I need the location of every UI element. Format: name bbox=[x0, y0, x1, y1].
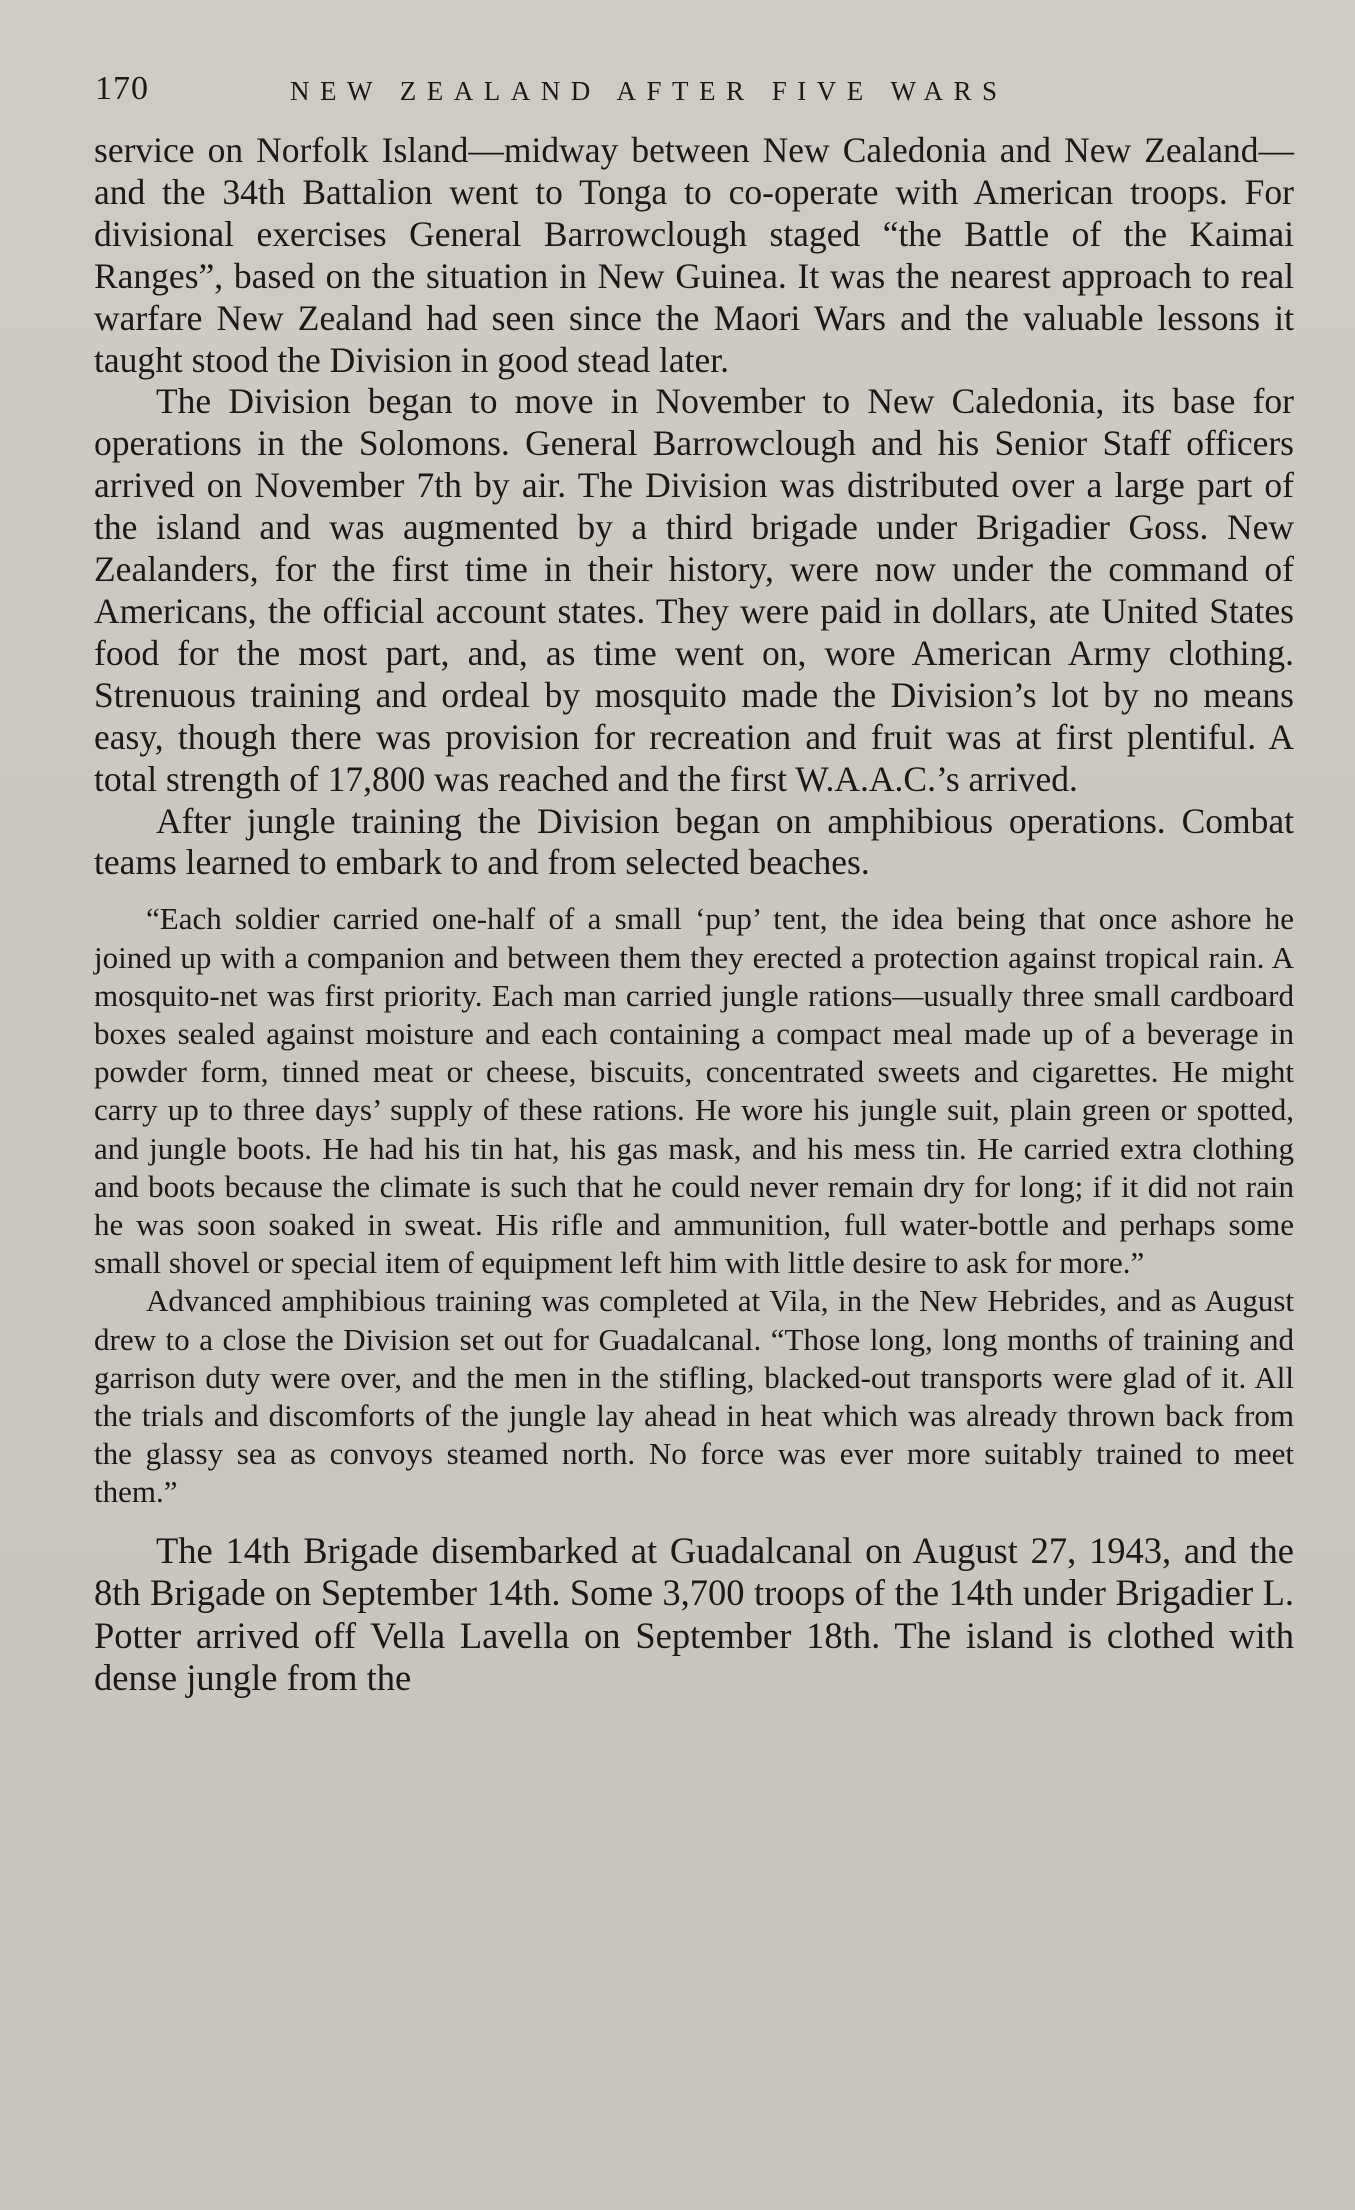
block-quote-amphibious-training: Advanced amphibious training was completed at Vila, in the New Hebrides, and as August drew to a close the Division set out for Guadalcanal. “Those long, long months of training and garrison duty were over, and the men in the stifling, blacked-out transports were glad of it. All the trials and discomforts of the jungle lay ahead in heat which was already thrown back from the glassy sea as convoys steamed north. No force was ever more suitably trained to meet them.” bbox=[94, 1283, 1294, 1510]
running-title: NEW ZEALAND AFTER FIVE WARS bbox=[290, 76, 1008, 106]
block-quote-soldier-kit: “Each soldier carried one-half of a small ‘pup’ tent, the idea being that once ashore he joined up with a companion and between them they erected a protection against tropical rain. A mosquito-net was first priority. Each man carried jungle rations—usually three small cardboard boxes sealed against moisture and each containing a compact meal made up of a beverage in powder form, tinned meat or cheese, biscuits, concentrated sweets and cigarettes. He might carry up to three days’ supply of these rations. He wore his jungle suit, plain green or spotted, and jungle boots. He had his tin hat, his gas mask, and his mess tin. He carried extra clothing and boots because the climate is such that he could never remain dry for long; if it did not rain he was soon soaked in sweat. His rifle and ammunition, full water-bottle and perhaps some small shovel or special item of equipment left him with little desire to ask for more.” bbox=[94, 901, 1294, 1281]
paragraph-division-moves: The Division began to move in November to New Caledonia, its base for operations in the Solomons. General Barrowclough and his Senior Staff officers arrived on November 7th by air. The Division was distributed over a large part of the island and was augmented by a third brigade under Brigadier Goss. New Zealanders, for the first time in their history, were now under the command of Americans, the official account states. They were paid in dollars, ate United States food for the most part, and, as time went on, wore American Army clothing. Strenuous training and ordeal by mosquito made the Division’s lot by no means easy, though there was provision for recreation and fruit was at first plentiful. A total strength of 17,800 was reached and the first W.A.A.C.’s arrived. bbox=[94, 381, 1294, 799]
paragraph-continuation: service on Norfolk Island—midway between New Caledonia and New Zealand—and the 34th Battalion went to Tonga to co-operate with American troops. For divisional exercises General Barrowclough staged “the Battle of the Kaimai Ranges”, based on the situation in New Guinea. It was the nearest approach to real warfare New Zealand had seen since the Maori Wars and the valuable lessons it taught stood the Division in good stead later. bbox=[94, 130, 1294, 380]
page-header bbox=[95, 70, 1295, 114]
page-body bbox=[94, 130, 1294, 1700]
paragraph-14th-brigade: The 14th Brigade disembarked at Guadalcanal on August 27, 1943, and the 8th Brigade on September 14th. Some 3,700 troops of the 14th under Brigadier L. Potter arrived off Vella Lavella on September 18th. The island is clothed with dense jungle from the bbox=[94, 1529, 1294, 1699]
paragraph-jungle-training: After jungle training the Division began on amphibious operations. Combat teams learned to embark to and from selected beaches. bbox=[94, 800, 1294, 883]
page-number: 170 bbox=[95, 70, 149, 107]
